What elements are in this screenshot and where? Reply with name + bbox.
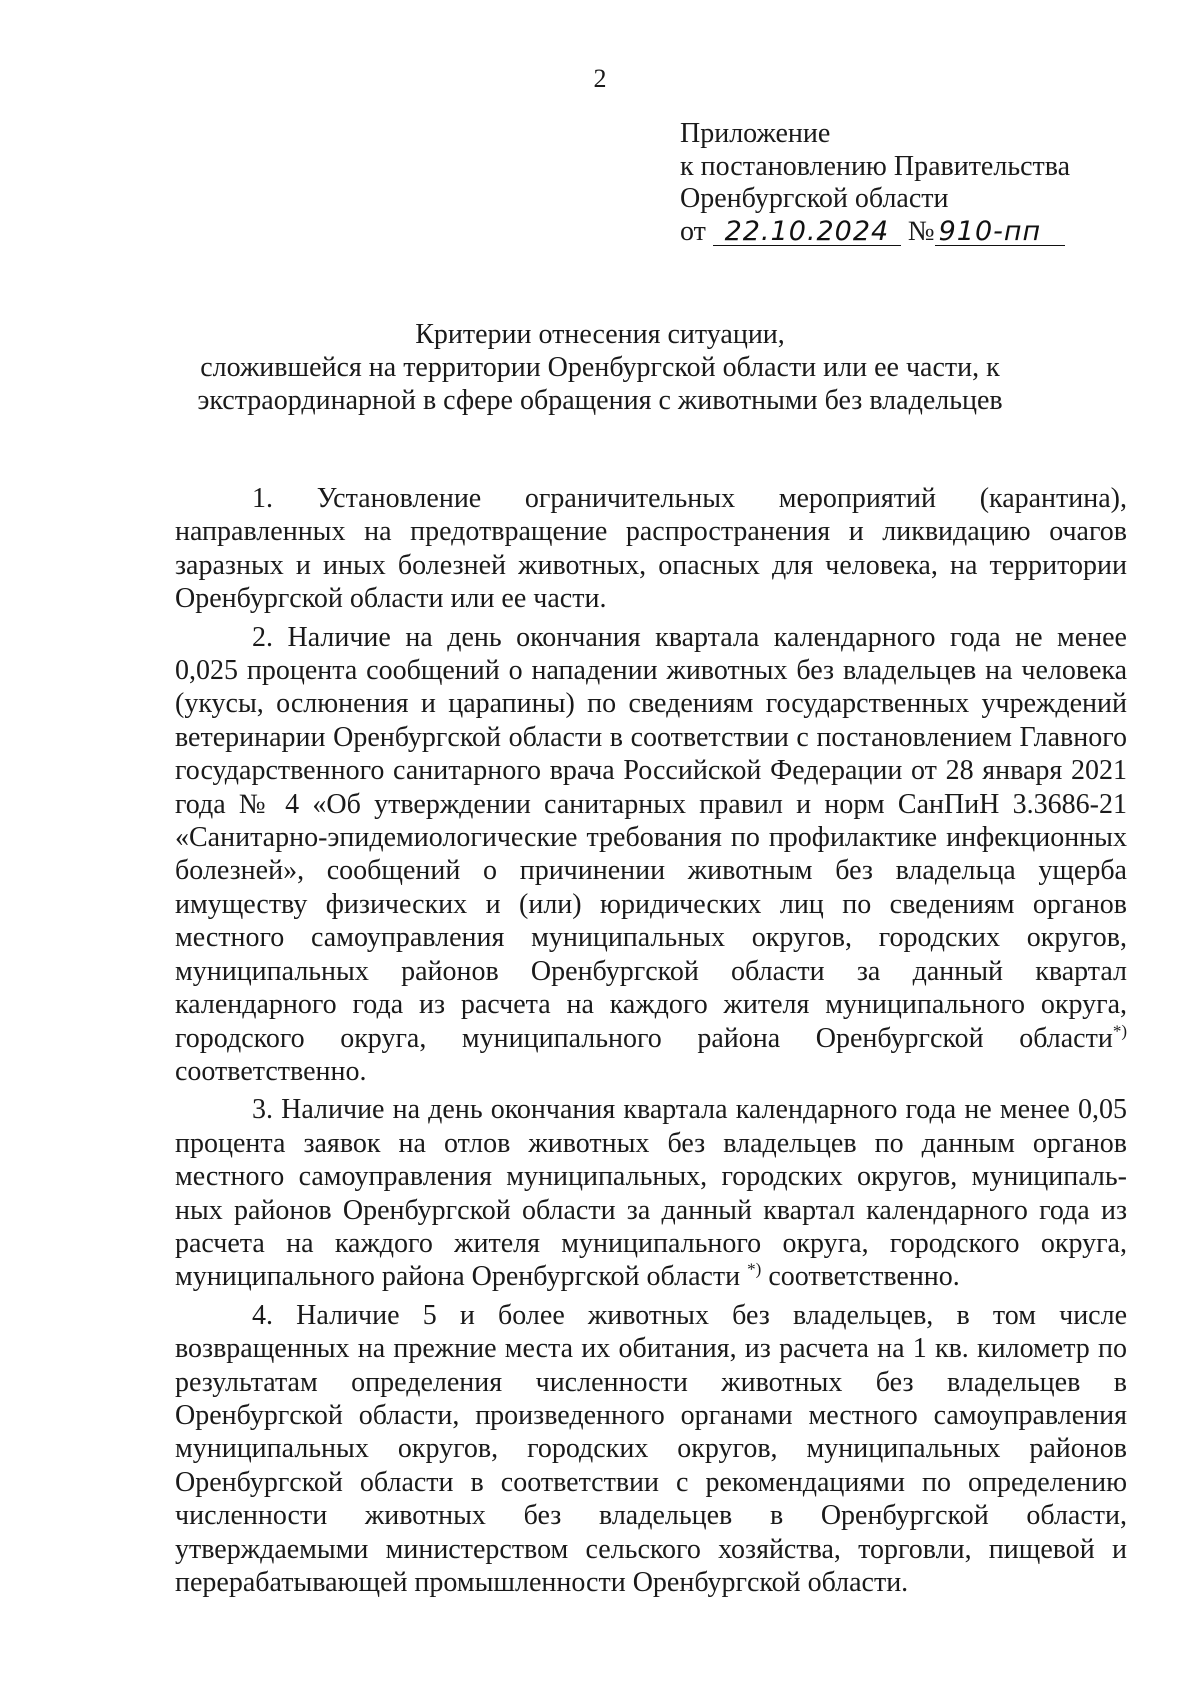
criterion-tail: соответственно.: [768, 1261, 960, 1293]
handwritten-number: 910-пп: [935, 219, 1065, 246]
criteria-list: [175, 482, 1127, 1599]
appendix-line-2: к постановлению Правительства: [680, 150, 1071, 182]
criterion-item-1: [175, 482, 1127, 616]
from-label: от: [680, 215, 706, 247]
criterion-tail: соответственно.: [175, 1055, 367, 1087]
criterion-item-4: [175, 1299, 1127, 1600]
appendix-line-1: Приложение: [680, 118, 831, 149]
criterion-text: 3. Наличие на день окончания квартала календарного года не менее 0,05 процента заявок на отлов животных без владельцев по данным органов местного самоуправления муниципальных, городских округов, муниципальных районов Оренбургской области за данный квартал календарного года из расчета на каждого жителя муниципального округа, городского округа, муниципального района Оренбургской области: [175, 1094, 1127, 1293]
appendix-line-3: Оренбургской области: [680, 183, 949, 214]
criterion-text: 1. Установление ограничительных мероприятий (карантина), направленных на предотвращение распространения и ликвидацию очагов заразных и иных болезней животных, опасных для человека, на территории Оренбургской области или ее части.: [175, 483, 1127, 615]
title-line-3: экстраординарной в сфере обращения с животными без владельцев: [197, 385, 1003, 416]
document-title: [120, 318, 1080, 417]
page-number: 2: [593, 64, 607, 93]
criterion-text: 2. Наличие на день окончания квартала календарного года не менее 0,025 процента сообщений о нападении животных без владельцев на человека (укусы, ослюнения и царапины) по сведениям государственных учреждений ветеринарии Оренбургской области в соответствии с постановлением Главного государственного санитарного врача Российской Федерации от 28 января 2021 года № 4 «Об утверждении санитарных правил и норм СанПиН 3.3686-21 «Санитарно-эпидемиологические требования по профилактике инфекционных болезней», сообщений о причинении животным без владельца ущерба имуществу физических и (или) юридических лиц по сведениям органов местного самоуправления муниципальных округов, городских округов, муниципальных районов Оренбургской области за данный квартал календарного года из расчета на каждого жителя муниципального округа, городского округа, муниципального района Оренбургской области: [175, 621, 1127, 1054]
number-label: №: [907, 215, 935, 247]
footnote-mark: *): [1112, 1021, 1127, 1041]
handwritten-date: 22.10.2024: [713, 219, 901, 246]
appendix-date-line: [680, 216, 1120, 249]
criterion-item-2: [175, 621, 1127, 1089]
footnote-mark: *): [747, 1260, 762, 1280]
appendix-header: [680, 118, 1120, 248]
criterion-item-3: [175, 1093, 1127, 1293]
title-line-1: Критерии отнесения ситуации,: [415, 319, 785, 350]
title-line-2: сложившейся на территории Оренбургской области или ее части, к: [200, 352, 1000, 383]
criterion-text: 4. Наличие 5 и более животных без владельцев, в том числе возвращенных на прежние места их обитания, из расчета на 1 кв. километр по результатам определения численности животных без владельцев в Оренбургской области, произведенного органами местного самоуправления муниципальных округов, городских округов, муниципальных районов Оренбургской области в соответствии с рекомендациями по определению численности животных без владельцев в Оренбургской области, утверждаемыми министерством сельского хозяйства, торговли, пищевой и перерабатывающей промышленности Оренбургской области.: [175, 1299, 1127, 1598]
